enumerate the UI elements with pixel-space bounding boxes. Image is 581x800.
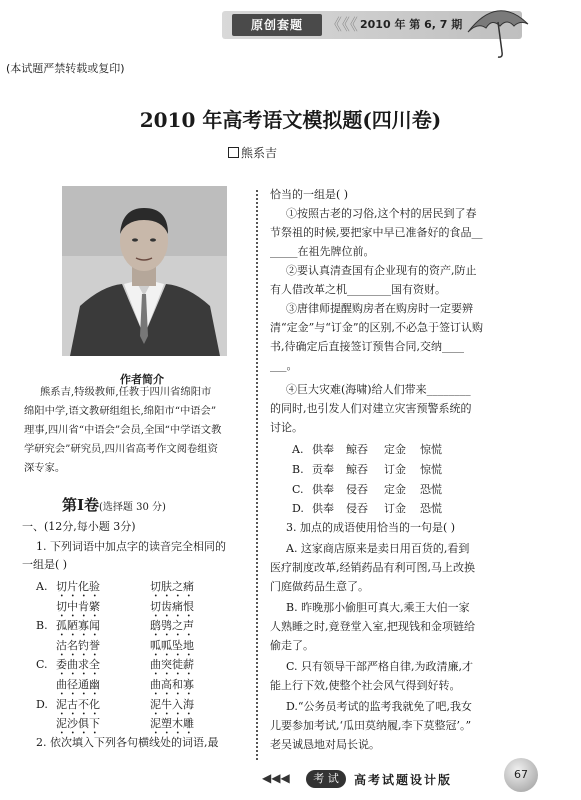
- passage-line: 清“定金”与“订金”的区别,不必急于签订认购: [270, 321, 483, 334]
- option-word: 惊慌: [420, 462, 442, 476]
- question-3-line: 医疗制度改革,经销药品有利可图,马上改换: [270, 561, 475, 574]
- question-3-line: 门庭做药品生意了。: [270, 580, 369, 593]
- footer-text: 高考试题设计版: [354, 773, 453, 787]
- author-byline: [228, 144, 277, 161]
- part-heading: 一、(12分,每小题 3分): [22, 520, 136, 533]
- option-word: 侵吞: [346, 502, 368, 516]
- bio-line: 深专家。: [24, 462, 66, 474]
- option-term: 切中肯綮: [56, 599, 100, 613]
- bio-line: 熊系吉,特级教师,任教于四川省绵阳市: [40, 386, 212, 398]
- notice-text: (本试题严禁转载或复印): [6, 62, 125, 75]
- option-term: 孤陋寡闻: [56, 619, 100, 633]
- option-term: 曲径通幽: [56, 678, 100, 691]
- question-3-line: 人熟睡之时,竟登堂入室,把现钱和金项链给: [270, 620, 475, 633]
- option-word: 供奉: [312, 443, 334, 456]
- option-word: 定金: [384, 443, 406, 456]
- question-3-line: 3. 加点的成语使用恰当的一句是( ): [286, 521, 456, 534]
- passage-line: ①按照古老的习俗,这个村的居民到了春: [286, 207, 477, 220]
- option-term: 鸱鸮之声: [150, 619, 194, 633]
- passage-line: ②要认真清查国有企业现有的资产,防止: [286, 264, 477, 277]
- question-3-line: A. 这家商店原来是卖日用百货的,看到: [286, 542, 470, 555]
- question-3-line: 偷走了。: [270, 639, 314, 652]
- passage-line: 节祭祖的时候,要把家中早已准备好的食品__: [270, 226, 483, 239]
- option-word: 订金: [384, 502, 406, 516]
- option-letter: B.: [292, 462, 304, 476]
- umbrella-icon: [462, 2, 532, 62]
- option-word: 供奉: [312, 502, 334, 516]
- passage-line: ④巨大灾难(海啸)给人们带来________: [286, 383, 471, 396]
- author-photo: [62, 186, 227, 356]
- header-issue: 2010 年 第 6, 7 期: [360, 18, 463, 31]
- section-note: (选择题 30 分): [99, 502, 166, 513]
- option-term: 沽名钓誉: [56, 638, 100, 652]
- option-word: 鲸吞: [346, 443, 368, 456]
- header-brand: 原创套题: [232, 14, 322, 36]
- bio-line: 学研究会”研究员,四川省高考作文阅卷组资: [24, 443, 218, 455]
- option-term: 切肤之痛: [150, 580, 194, 593]
- option-term: 委曲求全: [56, 658, 100, 672]
- option-letter: D.: [36, 697, 48, 711]
- passage-line: 有人借改革之机________国有资财。: [270, 283, 446, 296]
- option-term: 呱呱坠地: [150, 638, 194, 652]
- question-3-line: 能上行下效,使整个社会风气得到好转。: [270, 679, 461, 692]
- question-3-line: B. 昨晚那小偷胆可真大,乘王大伯一家: [286, 601, 470, 614]
- bio-line: 绵阳中学,语文教研组组长,绵阳市“中语会”: [24, 405, 217, 417]
- footer-badge: 考 试: [306, 770, 346, 788]
- box-icon: [228, 147, 239, 158]
- passage-line: 书,待确定后直接签订预售合同,交纳____: [270, 340, 464, 353]
- section-title: [62, 494, 166, 515]
- passage-line: 恰当的一组是( ): [270, 188, 349, 201]
- option-term: 泥牛入海: [150, 697, 194, 711]
- passage-line: 讨论。: [270, 421, 303, 434]
- option-term: 泥塑木雕: [150, 717, 194, 731]
- option-word: 惊慌: [420, 443, 442, 456]
- option-letter: B.: [36, 619, 48, 633]
- option-term: 曲高和寡: [150, 678, 194, 691]
- option-letter: A.: [292, 443, 304, 456]
- page-number: 67: [504, 758, 538, 792]
- question-3-line: C. 只有领导干部严格自律,为政清廉,才: [286, 660, 474, 673]
- option-term: 泥古不化: [56, 697, 100, 711]
- option-word: 侵吞: [346, 482, 368, 496]
- option-word: 鲸吞: [346, 462, 368, 476]
- column-divider: [256, 190, 258, 760]
- option-word: 供奉: [312, 482, 334, 496]
- option-word: 订金: [384, 462, 406, 476]
- question-3-line: 儿要参加考试,‘瓜田莫纳履,李下莫整冠’。”: [270, 719, 472, 732]
- bio-line: 理事,四川省“中语会”会员,全国“中学语文教: [24, 424, 222, 436]
- question-2-line: 2. 依次填入下列各句横线处的词语,最: [36, 736, 219, 749]
- option-word: 贡奉: [312, 462, 334, 476]
- bio-heading: 作者简介: [120, 373, 164, 386]
- question-3-line: 老吴诚恳地对局长说。: [270, 738, 380, 751]
- passage-line: ③唐律师提醒购房者在购房时一定要辨: [286, 302, 473, 315]
- option-term: 泥沙俱下: [56, 717, 100, 731]
- passage-line: ___。: [270, 359, 298, 372]
- option-term: 切片化验: [56, 580, 100, 593]
- passage-line: _____在祖先牌位前。: [270, 245, 375, 258]
- author-name: 熊系吉: [241, 146, 278, 160]
- passage-line: 的同时,也引发人们对建立灾害预警系统的: [270, 402, 472, 415]
- option-letter: D.: [292, 502, 304, 516]
- footer-arrows-icon: ◀◀◀: [262, 771, 290, 785]
- option-term: 曲突徙薪: [150, 658, 194, 672]
- option-term: 切齿痛恨: [150, 599, 194, 613]
- option-word: 恐慌: [420, 482, 442, 496]
- option-letter: C.: [292, 482, 304, 496]
- chevrons-icon: 《《《: [326, 15, 359, 34]
- question-1-line: 1. 下列词语中加点字的读音完全相同的: [36, 540, 226, 553]
- page-title: 2010 年高考语文模拟题(四川卷): [139, 108, 442, 132]
- question-1-line: 一组是( ): [22, 558, 68, 571]
- option-letter: A.: [36, 580, 48, 593]
- option-letter: C.: [36, 658, 48, 672]
- section-title-text: 第Ⅰ卷: [62, 496, 100, 514]
- option-word: 定金: [384, 482, 406, 496]
- option-word: 恐慌: [420, 502, 442, 516]
- question-3-line: D.“公务员考试的监考我就免了吧,我女: [286, 700, 473, 713]
